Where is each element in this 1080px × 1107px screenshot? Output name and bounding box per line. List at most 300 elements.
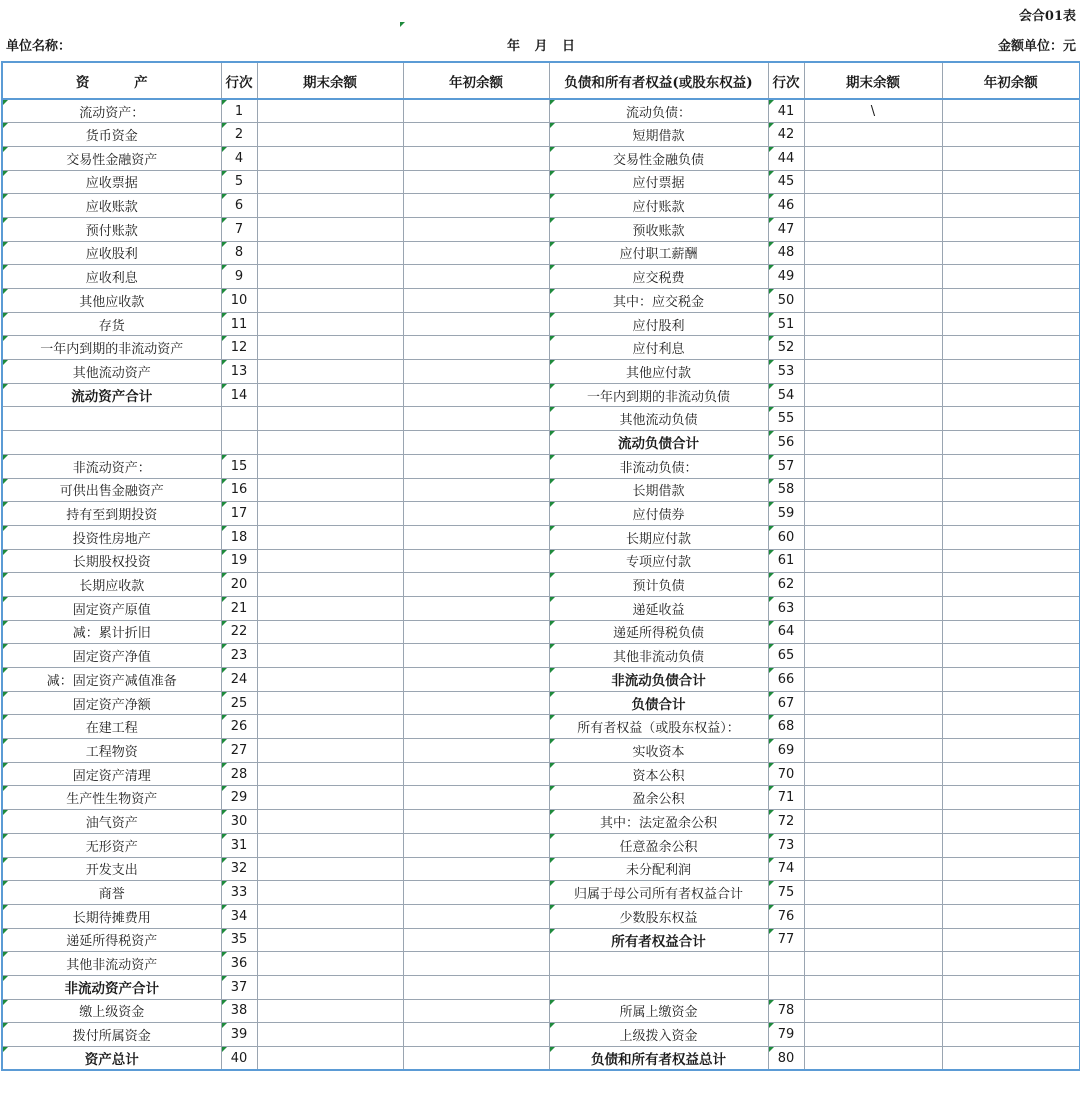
asset-beginning-balance-cell[interactable] xyxy=(403,715,549,739)
liability-ending-balance-cell[interactable] xyxy=(804,549,942,573)
asset-ending-balance-cell[interactable] xyxy=(257,217,403,241)
liability-line-no xyxy=(768,975,804,999)
asset-ending-balance-cell[interactable] xyxy=(257,928,403,952)
liability-line-no xyxy=(768,123,804,147)
comment-marker-icon xyxy=(550,621,555,626)
asset-beginning-balance-cell[interactable] xyxy=(403,194,549,218)
comment-marker-icon xyxy=(769,502,774,507)
asset-beginning-balance-cell[interactable] xyxy=(403,881,549,905)
asset-beginning-balance-cell[interactable] xyxy=(403,478,549,502)
liability-beginning-balance-cell[interactable] xyxy=(942,502,1080,526)
asset-item-label-text: 开发支出 xyxy=(85,863,138,879)
table-row xyxy=(2,644,1080,668)
liability-ending-balance-cell[interactable] xyxy=(804,146,942,170)
asset-ending-balance-cell[interactable] xyxy=(257,833,403,857)
comment-marker-icon xyxy=(222,455,227,460)
asset-beginning-balance-cell[interactable] xyxy=(403,620,549,644)
liability-beginning-balance-cell[interactable] xyxy=(942,123,1080,147)
comment-marker-icon xyxy=(3,810,8,815)
table-row xyxy=(2,928,1080,952)
asset-line-no xyxy=(221,478,257,502)
asset-ending-balance-cell[interactable] xyxy=(257,573,403,597)
comment-marker-icon xyxy=(3,739,8,744)
asset-ending-balance-cell[interactable] xyxy=(257,596,403,620)
asset-ending-balance-cell[interactable] xyxy=(257,857,403,881)
comment-marker-icon xyxy=(769,597,774,602)
asset-ending-balance-cell[interactable] xyxy=(257,123,403,147)
asset-item-label xyxy=(2,241,221,265)
asset-ending-balance-cell[interactable] xyxy=(257,502,403,526)
liability-item-label-text: 交易性金融负债 xyxy=(612,152,704,168)
asset-item-label xyxy=(2,952,221,976)
asset-beginning-balance-cell[interactable] xyxy=(403,289,549,313)
liability-beginning-balance-cell[interactable] xyxy=(942,312,1080,336)
liability-ending-balance-cell[interactable] xyxy=(804,194,942,218)
liability-ending-balance-cell[interactable] xyxy=(804,833,942,857)
asset-ending-balance-cell[interactable] xyxy=(257,194,403,218)
asset-item-label xyxy=(2,573,221,597)
liability-beginning-balance-cell[interactable] xyxy=(942,383,1080,407)
asset-item-label-text: 其他应收款 xyxy=(79,294,145,310)
asset-line-no-text: 38 xyxy=(230,1003,248,1019)
asset-line-no xyxy=(221,454,257,478)
liability-beginning-balance-cell[interactable] xyxy=(942,881,1080,905)
asset-beginning-balance-cell[interactable] xyxy=(403,123,549,147)
asset-line-no-text: 10 xyxy=(230,292,248,308)
comment-marker-icon xyxy=(222,692,227,697)
asset-ending-balance-cell[interactable] xyxy=(257,975,403,999)
asset-beginning-balance-cell[interactable] xyxy=(403,454,549,478)
asset-item-label-text: 固定资产净额 xyxy=(72,697,151,713)
liability-item-label xyxy=(549,620,768,644)
liability-beginning-balance-cell[interactable] xyxy=(942,810,1080,834)
asset-beginning-balance-cell[interactable] xyxy=(403,596,549,620)
asset-ending-balance-cell[interactable] xyxy=(257,644,403,668)
asset-item-label xyxy=(2,691,221,715)
asset-beginning-balance-cell[interactable] xyxy=(403,407,549,431)
asset-line-no-text: 14 xyxy=(230,387,248,403)
asset-line-no xyxy=(221,762,257,786)
col-header-ending-balance: 期末余额 xyxy=(804,62,942,99)
table-row xyxy=(2,952,1080,976)
asset-ending-balance-cell[interactable] xyxy=(257,289,403,313)
liability-item-label xyxy=(549,762,768,786)
asset-line-no-text: 22 xyxy=(230,624,248,640)
asset-beginning-balance-cell[interactable] xyxy=(403,146,549,170)
liability-ending-balance-cell[interactable] xyxy=(804,383,942,407)
asset-beginning-balance-cell[interactable] xyxy=(403,786,549,810)
liability-line-no xyxy=(768,265,804,289)
asset-line-no-text: 33 xyxy=(230,885,248,901)
liability-beginning-balance-cell[interactable] xyxy=(942,691,1080,715)
liability-item-label-text: 其中：法定盈余公积 xyxy=(599,815,717,831)
asset-ending-balance-cell[interactable] xyxy=(257,360,403,384)
asset-line-no xyxy=(221,975,257,999)
asset-ending-balance-cell[interactable] xyxy=(257,336,403,360)
liability-beginning-balance-cell[interactable] xyxy=(942,644,1080,668)
comment-marker-icon xyxy=(550,739,555,744)
asset-beginning-balance-cell[interactable] xyxy=(403,928,549,952)
comment-marker-icon xyxy=(3,952,8,957)
asset-item-label xyxy=(2,336,221,360)
comment-marker-icon xyxy=(769,929,774,934)
asset-ending-balance-cell[interactable] xyxy=(257,762,403,786)
asset-ending-balance-cell[interactable] xyxy=(257,739,403,763)
asset-item-label-text: 资产总计 xyxy=(84,1052,139,1069)
liability-ending-balance-cell[interactable] xyxy=(804,478,942,502)
liability-beginning-balance-cell[interactable] xyxy=(942,194,1080,218)
liability-beginning-balance-cell[interactable] xyxy=(942,596,1080,620)
comment-marker-icon xyxy=(3,360,8,365)
liability-beginning-balance-cell[interactable] xyxy=(942,975,1080,999)
liability-beginning-balance-cell[interactable] xyxy=(942,786,1080,810)
liability-beginning-balance-cell[interactable] xyxy=(942,620,1080,644)
liability-item-label xyxy=(549,904,768,928)
asset-ending-balance-cell[interactable] xyxy=(257,904,403,928)
asset-line-no xyxy=(221,881,257,905)
liability-item-label-text: 长期应付款 xyxy=(625,531,691,547)
asset-line-no-text: 40 xyxy=(230,1050,248,1066)
liability-ending-balance-cell[interactable] xyxy=(804,170,942,194)
asset-ending-balance-cell[interactable] xyxy=(257,952,403,976)
comment-marker-icon xyxy=(550,100,555,105)
liability-line-no-text: 45 xyxy=(777,174,795,190)
liability-line-no xyxy=(768,312,804,336)
liability-line-no-text: 75 xyxy=(777,885,795,901)
comment-marker-icon xyxy=(222,526,227,531)
liability-beginning-balance-cell[interactable] xyxy=(942,265,1080,289)
liability-ending-balance-cell[interactable] xyxy=(804,596,942,620)
table-row xyxy=(2,975,1080,999)
liability-line-no-text: 61 xyxy=(777,553,795,569)
liability-beginning-balance-cell[interactable] xyxy=(942,928,1080,952)
comment-marker-icon xyxy=(769,810,774,815)
comment-marker-icon xyxy=(550,834,555,839)
comment-marker-icon xyxy=(222,715,227,720)
comment-marker-icon xyxy=(3,644,8,649)
asset-item-label xyxy=(2,928,221,952)
liability-line-no-text: 58 xyxy=(777,482,795,498)
liability-ending-balance-cell[interactable] xyxy=(804,691,942,715)
liability-beginning-balance-cell[interactable] xyxy=(942,407,1080,431)
liability-ending-balance-cell[interactable] xyxy=(804,668,942,692)
liability-ending-balance-cell[interactable] xyxy=(804,217,942,241)
comment-marker-icon xyxy=(769,858,774,863)
liability-line-no xyxy=(768,833,804,857)
liability-ending-balance-cell[interactable] xyxy=(804,739,942,763)
liability-beginning-balance-cell[interactable] xyxy=(942,170,1080,194)
asset-beginning-balance-cell[interactable] xyxy=(403,431,549,455)
asset-item-label xyxy=(2,596,221,620)
liability-ending-balance-cell[interactable] xyxy=(804,952,942,976)
liability-line-no xyxy=(768,454,804,478)
liability-line-no xyxy=(768,810,804,834)
table-row xyxy=(2,431,1080,455)
asset-item-label xyxy=(2,360,221,384)
liability-ending-balance-cell[interactable] xyxy=(804,928,942,952)
liability-beginning-balance-cell[interactable] xyxy=(942,336,1080,360)
table-row xyxy=(2,360,1080,384)
liability-beginning-balance-cell[interactable] xyxy=(942,668,1080,692)
liability-ending-balance-cell[interactable] xyxy=(804,857,942,881)
liability-beginning-balance-cell[interactable] xyxy=(942,99,1080,123)
liability-beginning-balance-cell[interactable] xyxy=(942,146,1080,170)
comment-marker-icon xyxy=(222,881,227,886)
asset-item-label xyxy=(2,1047,221,1071)
comment-marker-icon xyxy=(3,621,8,626)
asset-ending-balance-cell[interactable] xyxy=(257,999,403,1023)
asset-line-no-text: 36 xyxy=(230,956,248,972)
asset-beginning-balance-cell[interactable] xyxy=(403,573,549,597)
liability-line-no-text: 79 xyxy=(777,1027,795,1043)
comment-marker-icon xyxy=(3,976,8,981)
liability-beginning-balance-cell[interactable] xyxy=(942,549,1080,573)
table-row xyxy=(2,478,1080,502)
liability-item-label-text: 应付账款 xyxy=(632,200,685,216)
liability-line-no-text: 69 xyxy=(777,742,795,758)
comment-marker-icon xyxy=(769,479,774,484)
liability-ending-balance-cell[interactable] xyxy=(804,431,942,455)
asset-beginning-balance-cell[interactable] xyxy=(403,739,549,763)
liability-item-label xyxy=(549,289,768,313)
liability-line-no-text: 52 xyxy=(777,340,795,356)
liability-ending-balance-cell[interactable] xyxy=(804,407,942,431)
liability-line-no-text: 49 xyxy=(777,269,795,285)
asset-ending-balance-cell[interactable] xyxy=(257,146,403,170)
liability-ending-balance-cell[interactable] xyxy=(804,99,942,123)
liability-beginning-balance-cell[interactable] xyxy=(942,241,1080,265)
liability-line-no-text: 70 xyxy=(777,766,795,782)
liability-beginning-balance-cell[interactable] xyxy=(942,762,1080,786)
asset-ending-balance-cell[interactable] xyxy=(257,549,403,573)
comment-marker-icon xyxy=(550,384,555,389)
asset-ending-balance-cell[interactable] xyxy=(257,407,403,431)
asset-beginning-balance-cell[interactable] xyxy=(403,336,549,360)
asset-ending-balance-cell[interactable] xyxy=(257,265,403,289)
liability-beginning-balance-cell[interactable] xyxy=(942,1023,1080,1047)
liability-item-label xyxy=(549,668,768,692)
liability-ending-balance-cell[interactable] xyxy=(804,289,942,313)
asset-line-no-text: 9 xyxy=(234,269,244,285)
liability-line-no-text: 41 xyxy=(777,103,795,119)
asset-item-label-text: 流动资产合计 xyxy=(71,389,153,406)
table-row xyxy=(2,691,1080,715)
liability-ending-balance-cell[interactable] xyxy=(804,975,942,999)
asset-beginning-balance-cell[interactable] xyxy=(403,383,549,407)
asset-item-label-text: 递延所得税资产 xyxy=(66,934,158,950)
liability-line-no xyxy=(768,1047,804,1071)
liability-ending-balance-cell[interactable] xyxy=(804,810,942,834)
liability-line-no xyxy=(768,549,804,573)
asset-line-no xyxy=(221,999,257,1023)
liability-ending-balance-cell[interactable] xyxy=(804,881,942,905)
asset-line-no-text: 26 xyxy=(230,719,248,735)
asset-ending-balance-cell[interactable] xyxy=(257,99,403,123)
liability-item-label xyxy=(549,928,768,952)
liability-ending-balance-cell[interactable] xyxy=(804,265,942,289)
comment-marker-icon xyxy=(769,1047,774,1052)
asset-ending-balance-cell[interactable] xyxy=(257,241,403,265)
asset-ending-balance-cell[interactable] xyxy=(257,431,403,455)
comment-marker-icon xyxy=(769,218,774,223)
asset-ending-balance-cell[interactable] xyxy=(257,620,403,644)
asset-beginning-balance-cell[interactable] xyxy=(403,217,549,241)
asset-line-no xyxy=(221,739,257,763)
liability-beginning-balance-cell[interactable] xyxy=(942,715,1080,739)
asset-item-label-text: 预付账款 xyxy=(85,223,138,239)
liability-item-label xyxy=(549,644,768,668)
table-row xyxy=(2,525,1080,549)
liability-line-no-text: 47 xyxy=(777,221,795,237)
asset-ending-balance-cell[interactable] xyxy=(257,1047,403,1071)
liability-ending-balance-cell[interactable] xyxy=(804,620,942,644)
liability-beginning-balance-cell[interactable] xyxy=(942,525,1080,549)
asset-item-label-text: 长期应收款 xyxy=(79,579,145,595)
asset-beginning-balance-cell[interactable] xyxy=(403,170,549,194)
liability-ending-balance-cell[interactable] xyxy=(804,762,942,786)
asset-ending-balance-cell[interactable] xyxy=(257,1023,403,1047)
asset-item-label-text: 存货 xyxy=(98,318,125,334)
liability-ending-balance-cell[interactable] xyxy=(804,502,942,526)
liability-ending-balance-cell[interactable] xyxy=(804,786,942,810)
comment-marker-icon xyxy=(3,1023,8,1028)
asset-line-no xyxy=(221,1047,257,1071)
asset-item-label-text: 商誉 xyxy=(98,887,125,903)
liability-ending-balance-cell[interactable] xyxy=(804,241,942,265)
asset-beginning-balance-cell[interactable] xyxy=(403,857,549,881)
liability-ending-balance-cell[interactable] xyxy=(804,715,942,739)
comment-marker-icon xyxy=(222,763,227,768)
liability-beginning-balance-cell[interactable] xyxy=(942,573,1080,597)
asset-line-no xyxy=(221,715,257,739)
liability-ending-balance-cell[interactable] xyxy=(804,336,942,360)
asset-ending-balance-cell[interactable] xyxy=(257,478,403,502)
liability-ending-balance-cell[interactable] xyxy=(804,1047,942,1071)
asset-line-no-text: 21 xyxy=(230,600,248,616)
asset-beginning-balance-cell[interactable] xyxy=(403,644,549,668)
asset-ending-balance-cell[interactable] xyxy=(257,525,403,549)
liability-line-no xyxy=(768,407,804,431)
liability-line-no xyxy=(768,739,804,763)
asset-line-no xyxy=(221,857,257,881)
liability-beginning-balance-cell[interactable] xyxy=(942,857,1080,881)
comment-marker-icon xyxy=(550,265,555,270)
asset-beginning-balance-cell[interactable] xyxy=(403,952,549,976)
asset-beginning-balance-cell[interactable] xyxy=(403,502,549,526)
liability-ending-balance-cell[interactable] xyxy=(804,360,942,384)
liability-line-no xyxy=(768,431,804,455)
liability-ending-balance-cell[interactable] xyxy=(804,312,942,336)
asset-beginning-balance-cell[interactable] xyxy=(403,241,549,265)
comment-marker-icon xyxy=(769,455,774,460)
liability-line-no xyxy=(768,715,804,739)
asset-beginning-balance-cell[interactable] xyxy=(403,691,549,715)
asset-ending-balance-cell[interactable] xyxy=(257,668,403,692)
liability-ending-balance-cell[interactable] xyxy=(804,1023,942,1047)
comment-marker-icon xyxy=(550,313,555,318)
asset-beginning-balance-cell[interactable] xyxy=(403,525,549,549)
liability-beginning-balance-cell[interactable] xyxy=(942,289,1080,313)
table-row xyxy=(2,810,1080,834)
asset-ending-balance-cell[interactable] xyxy=(257,170,403,194)
asset-beginning-balance-cell[interactable] xyxy=(403,1023,549,1047)
asset-line-no-text: 19 xyxy=(230,553,248,569)
asset-beginning-balance-cell[interactable] xyxy=(403,549,549,573)
liability-beginning-balance-cell[interactable] xyxy=(942,952,1080,976)
liability-beginning-balance-cell[interactable] xyxy=(942,217,1080,241)
liability-beginning-balance-cell[interactable] xyxy=(942,478,1080,502)
asset-beginning-balance-cell[interactable] xyxy=(403,360,549,384)
liability-beginning-balance-cell[interactable] xyxy=(942,739,1080,763)
asset-beginning-balance-cell[interactable] xyxy=(403,312,549,336)
asset-line-no-text: 29 xyxy=(230,790,248,806)
liability-ending-balance-cell[interactable] xyxy=(804,525,942,549)
asset-item-label-text: 油气资产 xyxy=(85,815,138,831)
liability-line-no-text: 73 xyxy=(777,837,795,853)
comment-marker-icon xyxy=(3,289,8,294)
liability-beginning-balance-cell[interactable] xyxy=(942,454,1080,478)
comment-marker-icon xyxy=(769,739,774,744)
liability-line-no xyxy=(768,691,804,715)
asset-beginning-balance-cell[interactable] xyxy=(403,904,549,928)
liability-line-no-text: 64 xyxy=(777,624,795,640)
comment-marker-icon xyxy=(222,1000,227,1005)
asset-beginning-balance-cell[interactable] xyxy=(403,668,549,692)
asset-ending-balance-cell[interactable] xyxy=(257,383,403,407)
asset-beginning-balance-cell[interactable] xyxy=(403,975,549,999)
liability-ending-balance-cell[interactable] xyxy=(804,573,942,597)
asset-ending-balance-cell[interactable] xyxy=(257,810,403,834)
asset-ending-balance-cell[interactable] xyxy=(257,786,403,810)
liability-beginning-balance-cell[interactable] xyxy=(942,431,1080,455)
asset-item-label xyxy=(2,715,221,739)
comment-marker-icon xyxy=(769,526,774,531)
liability-beginning-balance-cell[interactable] xyxy=(942,1047,1080,1071)
liability-ending-balance-cell[interactable] xyxy=(804,454,942,478)
asset-beginning-balance-cell[interactable] xyxy=(403,833,549,857)
liability-ending-balance-cell[interactable] xyxy=(804,904,942,928)
asset-beginning-balance-cell[interactable] xyxy=(403,99,549,123)
comment-marker-icon xyxy=(550,668,555,673)
liability-beginning-balance-cell[interactable] xyxy=(942,999,1080,1023)
comment-marker-icon xyxy=(222,360,227,365)
asset-ending-balance-cell[interactable] xyxy=(257,312,403,336)
asset-line-no-text: 8 xyxy=(234,245,244,261)
asset-ending-balance-cell[interactable] xyxy=(257,715,403,739)
asset-beginning-balance-cell[interactable] xyxy=(403,810,549,834)
asset-beginning-balance-cell[interactable] xyxy=(403,999,549,1023)
liability-item-label xyxy=(549,857,768,881)
liability-beginning-balance-cell[interactable] xyxy=(942,833,1080,857)
asset-beginning-balance-cell[interactable] xyxy=(403,762,549,786)
comment-marker-icon xyxy=(222,194,227,199)
comment-marker-icon xyxy=(550,289,555,294)
asset-ending-balance-cell[interactable] xyxy=(257,691,403,715)
asset-beginning-balance-cell[interactable] xyxy=(403,1047,549,1071)
asset-ending-balance-cell[interactable] xyxy=(257,454,403,478)
asset-ending-balance-cell[interactable] xyxy=(257,881,403,905)
liability-ending-balance-cell[interactable] xyxy=(804,999,942,1023)
liability-line-no xyxy=(768,952,804,976)
liability-beginning-balance-cell[interactable] xyxy=(942,360,1080,384)
asset-beginning-balance-cell[interactable] xyxy=(403,265,549,289)
liability-beginning-balance-cell[interactable] xyxy=(942,904,1080,928)
comment-marker-icon xyxy=(550,171,555,176)
liability-ending-balance-cell[interactable] xyxy=(804,123,942,147)
liability-ending-balance-cell[interactable] xyxy=(804,644,942,668)
asset-item-label-text: 应收账款 xyxy=(85,200,138,216)
col-header-line-no: 行次 xyxy=(768,62,804,99)
